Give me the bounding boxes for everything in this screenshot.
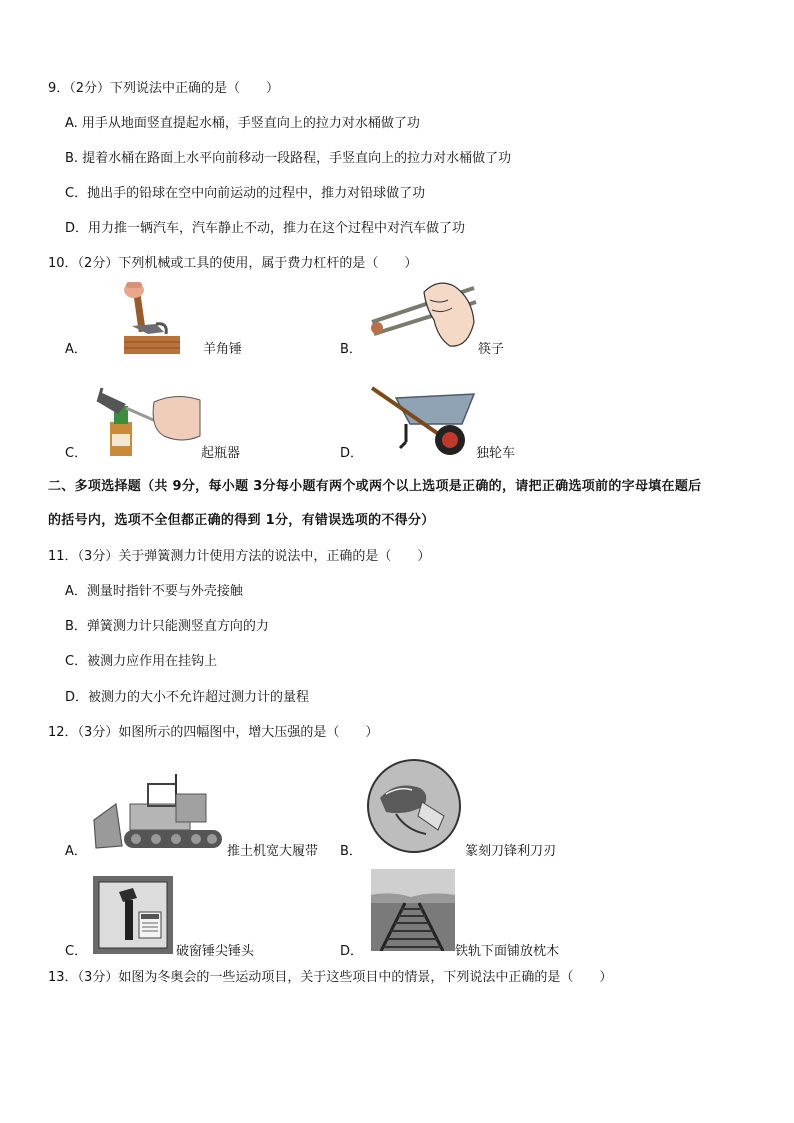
question-9-option-b: B. 提着水桶在路面上水平向前移动一段路程，手竖直向上的拉力对水桶做了功 xyxy=(65,151,512,166)
carving-knife-icon xyxy=(366,758,462,854)
wheelbarrow-icon xyxy=(370,380,478,458)
question-10-option-c-caption: 起瓶器 xyxy=(201,446,241,461)
question-10-stem: 10．（2分）下列机械或工具的使用，属于费力杠杆的是（ ） xyxy=(48,256,418,271)
bottle-opener-icon xyxy=(96,382,202,456)
question-10-option-a-caption: 羊角锤 xyxy=(203,342,243,357)
question-11-option-a: A．测量时指针不要与外壳接触 xyxy=(65,584,243,599)
question-12-option-d-caption: 铁轨下面铺放枕木 xyxy=(455,944,560,959)
question-10-option-a-letter: A． xyxy=(65,342,87,357)
question-12-option-d-letter: D． xyxy=(340,944,364,959)
question-9-option-d: D．用力推一辆汽车，汽车静止不动，推力在这个过程中对汽车做了功 xyxy=(65,221,466,236)
question-12-option-c-letter: C． xyxy=(65,944,88,959)
section-2-heading-line-2: 的括号内，选项不全但都正确的得到 1分，有错误选项的不得分） xyxy=(48,513,435,528)
claw-hammer-icon xyxy=(118,278,182,356)
bulldozer-icon xyxy=(92,768,226,852)
question-13-stem: 13．（3分）如图为冬奥会的一些运动项目，关于这些项目中的情景，下列说法中正确的是（ ） xyxy=(48,970,613,985)
question-10-option-b-caption: 筷子 xyxy=(478,342,505,357)
question-10-option-d-letter: D． xyxy=(340,446,364,461)
question-10-option-c-letter: C． xyxy=(65,446,88,461)
section-2-heading-line-1: 二、多项选择题（共 9分，每小题 3分每小题有两个或两个以上选项是正确的，请把正确选项前的字母填在题后 xyxy=(48,479,702,494)
question-9-stem: 9．（2分）下列说法中正确的是（ ） xyxy=(48,81,280,96)
question-10-option-b-letter: B． xyxy=(340,342,362,357)
question-12-stem: 12．（3分）如图所示的四幅图中，增大压强的是（ ） xyxy=(48,725,379,740)
safety-hammer-icon xyxy=(93,876,173,954)
question-9-option-c: C．抛出手的铅球在空中向前运动的过程中，推力对铅球做了功 xyxy=(65,186,426,201)
question-11-stem: 11．（3分）关于弹簧测力计使用方法的说法中，正确的是（ ） xyxy=(48,549,431,564)
question-11-option-c: C．被测力应作用在挂钩上 xyxy=(65,654,218,669)
railway-track-icon xyxy=(371,869,455,951)
chopsticks-icon xyxy=(368,278,478,352)
question-12-option-a-caption: 推土机宽大履带 xyxy=(227,844,319,859)
question-12-option-a-letter: A． xyxy=(65,844,87,859)
question-12-option-b-letter: B． xyxy=(340,844,362,859)
question-12-option-c-caption: 破窗锤尖锤头 xyxy=(176,944,255,959)
question-12-option-b-caption: 篆刻刀锋利刀刃 xyxy=(465,844,557,859)
question-11-option-d: D．被测力的大小不允许超过测力计的量程 xyxy=(65,690,310,705)
question-11-option-b: B．弹簧测力计只能测竖直方向的力 xyxy=(65,619,269,634)
question-10-option-d-caption: 独轮车 xyxy=(476,446,516,461)
question-9-option-a: A. 用手从地面竖直提起水桶，手竖直向上的拉力对水桶做了功 xyxy=(65,116,420,131)
